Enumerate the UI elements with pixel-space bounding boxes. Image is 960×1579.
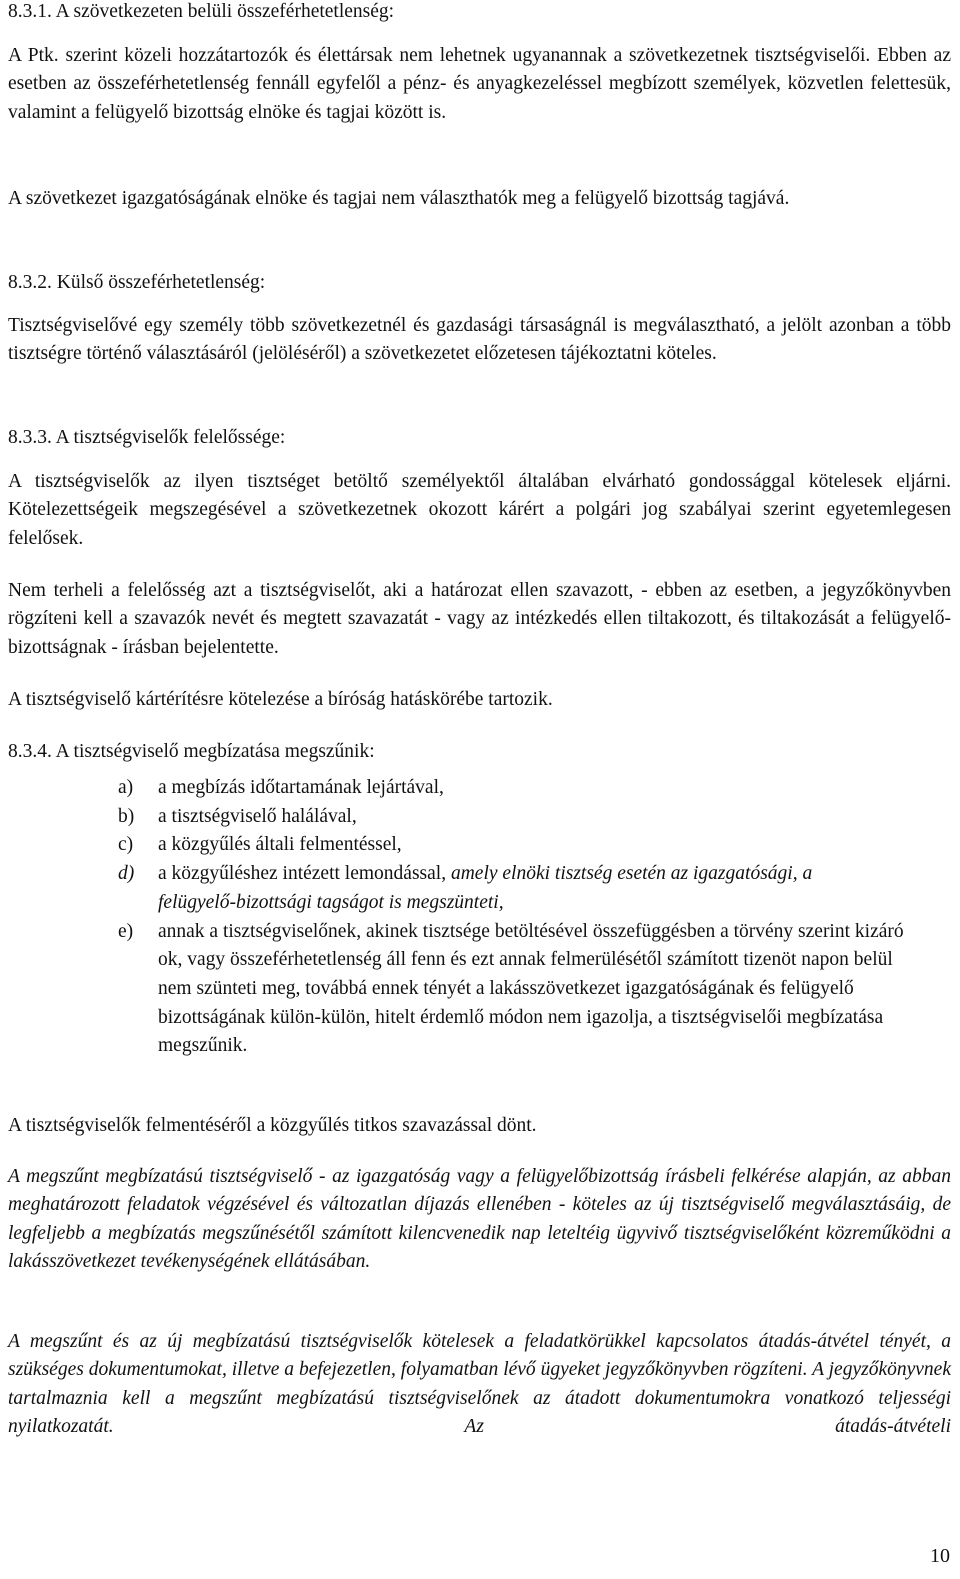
- section-8-3-2-paragraph-1: Tisztségviselővé egy személy több szövetkezetnél és gazdasági társaságnál is megválasztható, a jelölt azonban a több tisztségre történő választásáról (jelöléséről) a szövetkezetet előzetesen tájékoztatni köteles.: [8, 315, 951, 365]
- list-item-marker: b): [118, 805, 135, 827]
- list-item: [8, 803, 908, 832]
- section-8-3-3-paragraph-3: A tisztségviselő kártérítésre kötelezése a bíróság hatáskörébe tartozik.: [8, 689, 553, 710]
- list-item-text: a megbízás időtartamának lejártával,: [158, 777, 444, 798]
- list-item-marker: a): [118, 777, 134, 798]
- section-8-3-4-title: 8.3.4. A tisztségviselő megbízatása megszűnik:: [8, 741, 375, 762]
- section-8-3-4-paragraph-1: A tisztségviselők felmentéséről a közgyűlés titkos szavazással dönt.: [8, 1115, 537, 1136]
- termination-list: [8, 774, 908, 1061]
- list-item-text: a tisztségviselő halálával,: [158, 805, 357, 827]
- list-item-marker: e): [118, 920, 134, 942]
- section-8-3-1-title: 8.3.1. A szövetkezeten belüli összeférhetetlenség:: [8, 1, 395, 22]
- list-item: [8, 831, 908, 860]
- section-8-3-4-paragraph-2: A megszűnt megbízatású tisztségviselő - az igazgatóság vagy a felügyelőbizottság írásbeli felkérése alapján, az abban meghatározott feladatok végzésével és változatlan díjazás ellenében - köteles az új tisztségviselő megválasztásáig, de legfeljebb a megbízatás megszűnésétől számított kilencvenedik nap leteltéig ügyvivő tisztségviselőként közreműködni a lakásszövetkezet tevékenységének ellátásában.: [8, 1166, 951, 1273]
- list-item-marker: d): [118, 863, 135, 885]
- section-8-3-1-paragraph-2: A szövetkezet igazgatóságának elnöke és tagjai nem választhatók meg a felügyelő bizottság tagjává.: [8, 188, 790, 209]
- list-item-text: a közgyűléshez intézett lemondással,: [158, 863, 447, 885]
- section-8-3-3-title: 8.3.3. A tisztségviselők felelőssége:: [8, 427, 286, 448]
- page-number: 10: [930, 1545, 950, 1567]
- section-8-3-3-paragraph-2: Nem terheli a felelősség azt a tisztségviselőt, aki a határozat ellen szavazott, - ebben az esetben, a jegyzőkönyvben rögzíteni kell a szavazók nevét és megtett szavazatát - vagy az intézkedés ellen tiltakozott, és tiltakozását a felügyelő-bizottságnak - írásban bejelentette.: [8, 580, 951, 658]
- list-item: [8, 860, 858, 917]
- section-8-3-3-paragraph-1: A tisztségviselők az ilyen tisztséget betöltő személyektől általában elvárható gondossággal kötelesek eljárni. Kötelezettségeik megszegésével a szövetkezetnek okozott kárért a polgári jog szabályai szerint egyetemlegesen felelősek.: [8, 471, 951, 549]
- list-item-text: annak a tisztségviselőnek, akinek tisztsége betöltésével összefüggésben a törvény szerint kizáró ok, vagy összeférhetetlenség áll fenn és ezt annak felmerülésétől számított tizenöt napon belül nem szünteti meg, továbbá ennek tényét a lakásszövetkezet igazgatóságának és felügyelő bizottságának külön-külön, hitelt érdemlő módon nem igazolja, a tisztségviselői megbízatása megszűnik.: [158, 920, 904, 1057]
- list-item-text: a közgyűlés általi felmentéssel,: [158, 834, 402, 856]
- list-item-text-italic: amely elnöki tisztség esetén az igazgatósági, a felügyelő-bizottsági tagságot is megszünteti,: [158, 863, 813, 913]
- section-8-3-4-paragraph-3: A megszűnt és az új megbízatású tisztségviselők kötelesek a feladatkörükkel kapcsolatos átadás-átvétel tényét, a szükséges dokumentumokat, illetve a befejezetlen, folyamatban lévő ügyeket jegyzőkönyvben rögzíteni. A jegyzőkönyvnek tartalmaznia kell a megszűnt megbízatású tisztségviselőnek az átadott dokumentumokra vonatkozó teljességi nyilatkozatát. Az átadás-átvételi: [8, 1331, 951, 1438]
- list-item: [8, 918, 918, 1062]
- list-item-marker: c): [118, 834, 134, 856]
- section-8-3-2-title: 8.3.2. Külső összeférhetetlenség:: [8, 272, 266, 293]
- section-8-3-1-paragraph-1: A Ptk. szerint közeli hozzátartozók és élettársak nem lehetnek ugyanannak a szövetkezetnek tisztségviselői. Ebben az esetben az összeférhetetlenség fennáll egyfelől a pénz- és anyagkezeléssel megbízott személyek, közvetlen felettesük, valamint a felügyelő bizottság elnöke és tagjai között is.: [8, 45, 951, 123]
- list-item: [8, 774, 908, 803]
